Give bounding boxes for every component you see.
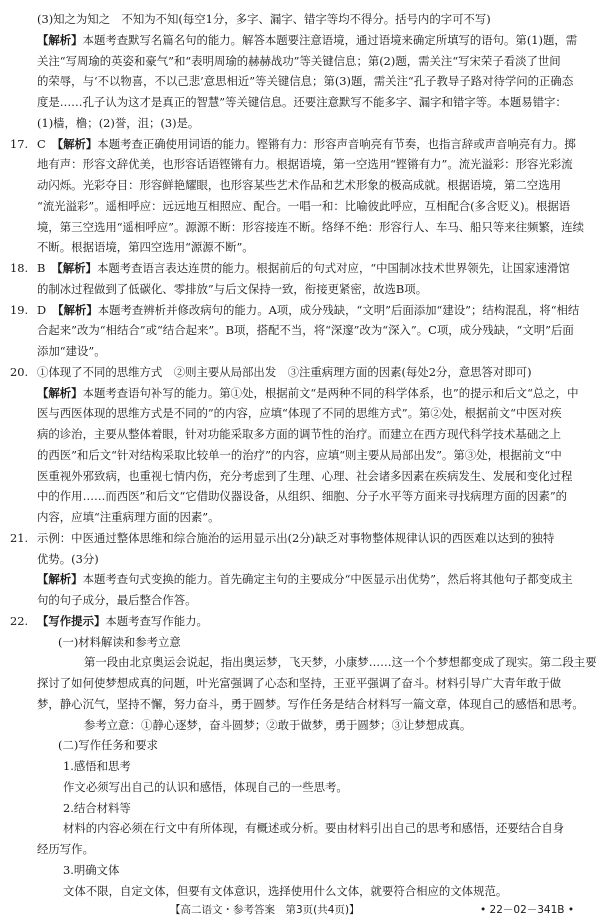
line-content xyxy=(37,196,576,216)
line-content xyxy=(63,881,576,901)
line-text: 关注“写周瑜的英姿和豪气”和“表明周瑜的赫赫战功”等关键信息；第(2)题，需关注“写宋荣子看淡了世间 xyxy=(37,53,561,68)
line-text: 的荣辱，与‘不以物喜，不以己悲’意思相近”等关键信息；第(3)题，需关注“孔子教导子路对待学问的正确态 xyxy=(37,74,574,89)
question-number: 22. xyxy=(10,613,29,628)
line-content xyxy=(37,445,576,465)
analysis-tag: 【解析】 xyxy=(37,32,83,47)
question-number: 19. xyxy=(10,302,29,317)
analysis-tag: 【解析】 xyxy=(37,385,83,400)
text-line xyxy=(0,175,598,195)
line-content xyxy=(37,611,576,631)
line-content xyxy=(37,549,576,569)
line-text: 示例：中医通过整体思维和综合施治的运用显示出(2分)缺乏对事物整体规律认识的西医难以达到的独特 xyxy=(37,530,555,545)
line-text: “流光溢彩”。遥相呼应：远远地互相照应、配合。一唱一和：比喻彼此呼应，互相配合(多含贬义)。根据语 xyxy=(37,198,571,213)
line-content xyxy=(63,818,576,838)
text-line xyxy=(0,528,598,548)
line-content xyxy=(37,134,576,154)
text-line xyxy=(0,756,598,776)
line-text: 本题考查句式变换的能力。首先确定主句的主要成分“中医显示出优势”，然后将其他句子都变成主 xyxy=(82,572,573,587)
line-content xyxy=(37,279,576,299)
line-content xyxy=(37,507,576,527)
text-line xyxy=(0,320,598,340)
analysis-tag: 【写作提示】 xyxy=(37,613,106,628)
line-content xyxy=(37,300,580,320)
text-line xyxy=(0,632,598,652)
line-text: 医重视外邪致病，也重视七情内伤，充分考虑到了生理、心理、社会诸多因素在疾病发生、发展和变化过程 xyxy=(37,468,573,483)
question-number: 20. xyxy=(10,364,29,379)
analysis-tag: 【解析】 xyxy=(51,261,97,275)
line-text: 的制冰过程做到了低碳化、零排放”与后文保持一致，衔接更紧密，故选B项。 xyxy=(37,281,428,296)
line-text: 本题考查辨析并修改病句的能力。A项，成分残缺，“文明”后面添加“建设”；结构混乱，将“相结 xyxy=(97,302,580,317)
line-content xyxy=(58,735,576,755)
line-content xyxy=(37,486,576,506)
answer-choice: D xyxy=(37,302,47,317)
text-line xyxy=(0,839,598,859)
text-line xyxy=(0,694,598,714)
line-text: 本题考查语言表达连贯的能力。根据前后的句式对应，“中国制冰技术世界领先，让国家速滑馆 xyxy=(96,261,570,275)
line-text: 医与西医体现的思维方式是不同的”的内容，应填“体现了不同的思维方式”。第②处，根据前文“中医对疾 xyxy=(37,406,562,421)
line-content xyxy=(37,175,576,195)
line-text: 内容，应填“注重病理方面的因素”。 xyxy=(37,510,220,524)
line-text: 第一段由北京奥运会说起，指出奥运梦，飞天梦，小康梦……这一个个梦想都变成了现实。第二段主要 xyxy=(84,655,597,670)
line-text: 病的诊治，主要从整体着眼，针对功能采取多方面的调节性的治疗。而建立在西方现代科学技术基础之上 xyxy=(37,427,561,441)
text-line xyxy=(0,383,598,403)
text-line xyxy=(0,611,598,631)
text-line xyxy=(0,798,598,818)
text-line xyxy=(0,300,598,320)
line-text: 经历写作。 xyxy=(37,842,94,856)
line-text: 不断。根据语境，第四空选用“源源不断”。 xyxy=(37,240,254,255)
line-text: 优势。(3分) xyxy=(37,551,99,566)
text-line xyxy=(0,818,598,838)
line-text: 1.感悟和思考 xyxy=(63,759,131,773)
line-content xyxy=(37,71,576,91)
question-number: 17. xyxy=(10,136,29,151)
question-number: 21. xyxy=(10,530,29,545)
line-text: 2.结合材料等 xyxy=(63,800,131,815)
text-line xyxy=(0,466,598,486)
text-line xyxy=(0,715,598,735)
page-footer-code: • 22－02－341B • xyxy=(480,904,575,916)
text-line xyxy=(0,445,598,465)
line-text: 文体不限，自定文体，但要有文体意识，选择使用什么文体，就要符合相应的文体规范。 xyxy=(63,883,508,898)
text-line xyxy=(0,735,598,755)
line-text: 合起来”改为“相结合”或“结合起来”。B项，搭配不当，将“深邃”改为“深入”。C项，成分残缺，“文明”后面 xyxy=(37,323,574,338)
line-content xyxy=(63,777,576,797)
text-line xyxy=(0,9,598,29)
line-text: (3)知之为知之 不知为不知(每空1分，多字、漏字、错字等均不得分。括号内的字可不写) xyxy=(37,12,491,26)
line-content xyxy=(84,652,597,672)
line-text: 本题考查正确使用词语的能力。铿锵有力：形容声音响亮有节奏，也指言辞或声音响亮有力。掷 xyxy=(97,136,576,151)
line-text: ①体现了不同的思维方式 ②则主要从局部出发 ③注重病理方面的因素(每处2分，意思答对即可) xyxy=(37,364,532,379)
question-number: 18. xyxy=(10,261,29,275)
line-text: 作文必须写出自己的认识和感悟，体现自己的一些思考。 xyxy=(63,779,348,794)
text-line xyxy=(0,92,598,112)
line-text: 本题考查语句补写的能力。第①处，根据前文“是两种不同的科学体系，也”的提示和后文“总之，中 xyxy=(82,385,579,400)
line-content xyxy=(37,362,576,382)
line-text: 境，第三空选用“遥相呼应”。源源不断：形容接连不断。络绎不绝：形容行人、车马、船只等来往频繁，连续 xyxy=(37,219,585,234)
text-line xyxy=(0,217,598,237)
line-content xyxy=(37,258,576,278)
text-line xyxy=(0,881,598,901)
line-content xyxy=(37,30,576,50)
line-content xyxy=(63,798,576,818)
line-content xyxy=(37,92,576,112)
line-content xyxy=(37,383,579,403)
line-content xyxy=(37,237,576,257)
text-line xyxy=(0,569,598,589)
line-text: 3.明确文体 xyxy=(63,862,120,877)
text-line xyxy=(0,341,598,361)
line-text: (一)材料解读和参考立意 xyxy=(58,634,181,649)
line-content xyxy=(37,51,576,71)
line-content xyxy=(37,113,576,133)
text-line xyxy=(0,237,598,257)
text-line xyxy=(0,362,598,382)
text-line xyxy=(0,486,598,506)
line-content xyxy=(37,528,576,548)
line-text: 参考立意：①静心逐梦，奋斗圆梦；②敢于做梦，勇于圆梦；③让梦想成真。 xyxy=(84,717,472,732)
line-content xyxy=(37,673,576,693)
line-content xyxy=(37,341,576,361)
text-line xyxy=(0,777,598,797)
text-line xyxy=(0,258,598,278)
line-text: 动闪烁。光彩夺目：形容鲜艳耀眼，也形容某些艺术作品和艺术形象的极高成就。根据语境，第二空选用 xyxy=(37,178,561,192)
page-footer-title: 【高二语文・参考答案 第3页(共4页)】 xyxy=(170,904,360,916)
line-text: 中的作用……而西医”和后文“它借助仪器设备，从组织、细胞、分子水平等方面来寻找病理方面的因素”的 xyxy=(37,489,568,504)
line-content xyxy=(37,466,576,486)
line-content xyxy=(37,424,576,444)
text-line xyxy=(0,113,598,133)
text-line xyxy=(0,30,598,50)
line-content xyxy=(37,839,576,859)
text-line xyxy=(0,507,598,527)
line-text: 度是……孔子认为这才是真正的智慧”等关键信息。还要注意默写不能多字、漏字和错字等。本题易错字： xyxy=(37,95,567,109)
analysis-tag: 【解析】 xyxy=(51,136,98,151)
line-text: 梦，静心沉气，坚持不懈，努力奋斗，勇于圆梦。写作任务是结合材料写一篇文章，体现自己的感悟和思考。 xyxy=(37,696,584,711)
text-line xyxy=(0,424,598,444)
text-line xyxy=(0,154,598,174)
line-content xyxy=(37,9,576,29)
text-line xyxy=(0,134,598,154)
text-line xyxy=(0,860,598,880)
line-text: 的西医”和后文“针对结构采取比较单一的治疗”的内容，应填“则主要从局部出发”。第③处，根据前文“中 xyxy=(37,447,562,462)
line-text: 地有声：形容文辞优美，也形容话语铿锵有力。根据语境，第一空选用“铿锵有力”。流光溢彩：形容光彩流 xyxy=(37,157,573,172)
text-line xyxy=(0,71,598,91)
line-text: (二)写作任务和要求 xyxy=(58,738,159,753)
line-text: 添加“建设”。 xyxy=(37,344,106,358)
line-text: 材料的内容必须在行文中有所体现，有概述或分析。要由材料引出自己的思考和感悟，还要结合自身 xyxy=(63,821,565,836)
line-content xyxy=(37,403,576,423)
line-text: 探讨了如何使梦想成真的问题，叶光富强调了心态和坚持，王亚平强调了奋斗。材料引导广大青年敢于做 xyxy=(37,676,561,690)
line-content xyxy=(63,756,576,776)
line-content xyxy=(63,860,576,880)
text-line xyxy=(0,652,598,672)
analysis-tag: 【解析】 xyxy=(37,572,83,587)
line-content xyxy=(37,569,576,589)
text-line xyxy=(0,403,598,423)
text-line xyxy=(0,279,598,299)
line-content xyxy=(84,715,576,735)
line-content xyxy=(37,694,584,714)
line-text: (1)樯，橹；(2)誉，沮；(3)是。 xyxy=(37,115,200,130)
line-text: 句的句子成分，最后整合作答。 xyxy=(37,593,197,607)
line-text: 本题考查写作能力。 xyxy=(105,613,208,628)
text-line xyxy=(0,196,598,216)
line-content xyxy=(37,590,576,610)
line-content xyxy=(58,632,576,652)
analysis-tag: 【解析】 xyxy=(52,302,98,317)
line-content xyxy=(37,154,576,174)
answer-choice: B xyxy=(37,261,46,275)
text-line xyxy=(0,51,598,71)
text-line xyxy=(0,590,598,610)
line-content xyxy=(37,320,576,340)
line-text: 本题考查默写名篇名句的能力。解答本题要注意语境，通过语境来确定所填写的语句。第(1)题，需 xyxy=(82,32,578,47)
answer-choice: C xyxy=(37,136,46,151)
text-line xyxy=(0,549,598,569)
line-content xyxy=(37,217,585,237)
text-line xyxy=(0,673,598,693)
